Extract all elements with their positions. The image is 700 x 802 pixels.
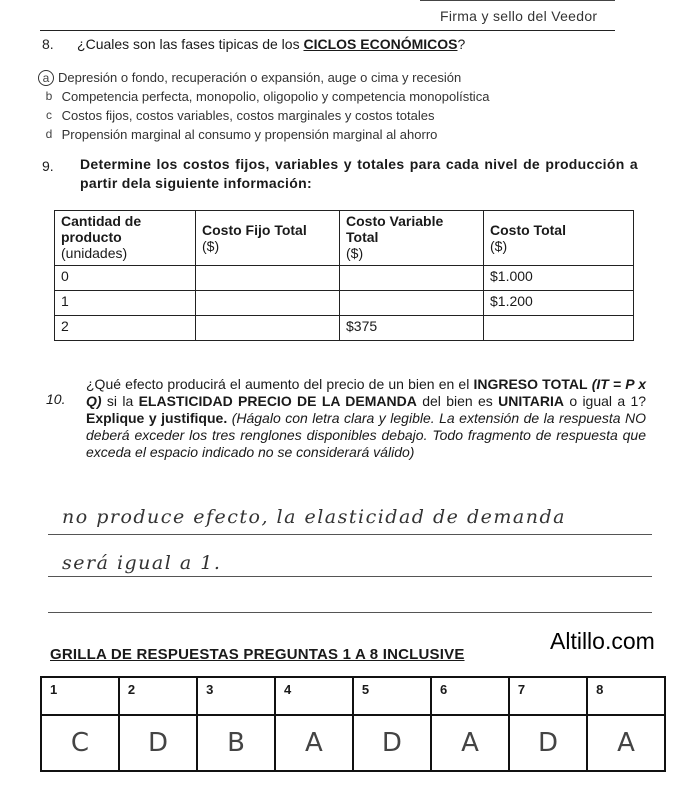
question-text-part: ¿Qué efecto producirá el aumento del precio de un bien en el	[86, 376, 470, 392]
question-number: 9.	[42, 158, 54, 174]
question-text-part: del bien es	[422, 393, 493, 409]
question-note: (Hágalo con letra clara y legible. La extensión de la respuesta NO deberá exceder los tres renglones disponibles debajo. Todo fragmento de respuesta que exceda el espacio indicado no se considerará válido)	[86, 410, 646, 460]
header-sub: ($)	[490, 238, 508, 254]
signature-line	[420, 0, 615, 1]
option-c[interactable]	[40, 106, 600, 125]
question-emphasis: ELASTICIDAD PRECIO DE LA DEMANDA	[138, 393, 417, 409]
cost-table	[54, 210, 634, 341]
table-cell[interactable]	[340, 266, 484, 291]
header-main: Cantidad de producto	[61, 213, 142, 245]
column-header	[196, 211, 340, 266]
option-text: Costos fijos, costos variables, costos marginales y costos totales	[61, 108, 435, 123]
table-cell[interactable]	[196, 291, 340, 316]
grid-number: 4	[275, 677, 353, 715]
option-b[interactable]	[40, 87, 600, 106]
grid-answer[interactable]: D	[509, 715, 587, 771]
table-cell[interactable]	[196, 266, 340, 291]
answer-line[interactable]	[48, 612, 652, 613]
watermark-logo: Altillo.com	[550, 628, 655, 654]
grid-answer-row	[41, 715, 665, 771]
handwritten-answer-line-1: no produce efecto, la elasticidad de demanda	[62, 506, 566, 528]
grid-answer[interactable]: A	[587, 715, 665, 771]
grid-number-row	[41, 677, 665, 715]
option-letter: c	[46, 108, 52, 122]
question-number: 8.	[42, 36, 54, 52]
grid-number: 3	[197, 677, 275, 715]
question-text-part: o igual a 1?	[569, 393, 647, 409]
grid-number: 7	[509, 677, 587, 715]
question-text	[86, 376, 646, 461]
answer-grid-title: GRILLA DE RESPUESTAS PREGUNTAS 1 A 8 INCLUSIVE	[50, 646, 465, 663]
question-text-part: si la	[106, 393, 134, 409]
table-cell[interactable]	[340, 291, 484, 316]
grid-answer[interactable]: B	[197, 715, 275, 771]
table-cell: 2	[55, 316, 196, 341]
table-cell: 0	[55, 266, 196, 291]
table-row	[55, 316, 634, 341]
question-emphasis: INGRESO TOTAL	[473, 376, 588, 392]
question-number: 10.	[46, 391, 66, 407]
answer-grid	[40, 676, 666, 772]
option-text: Competencia perfecta, monopolio, oligopolio y competencia monopolística	[61, 89, 490, 104]
handwritten-answer-line-2: será igual a 1.	[62, 552, 222, 574]
answer-line[interactable]	[48, 534, 652, 535]
table-cell: $1.200	[484, 291, 634, 316]
question-emphasis: CICLOS ECONÓMICOS	[303, 36, 458, 52]
question-formula: (IT = P x Q)	[86, 376, 646, 409]
table-cell: 1	[55, 291, 196, 316]
grid-number: 2	[119, 677, 197, 715]
grid-answer[interactable]: D	[119, 715, 197, 771]
question-text: ¿Cuales son las fases tipicas de los	[77, 36, 300, 52]
question-emphasis: UNITARIA	[498, 393, 564, 409]
question-text: Determine los costos fijos, variables y totales para cada nivel de producción a partir dela siguiente información:	[80, 156, 638, 191]
grid-answer[interactable]: C	[41, 715, 119, 771]
table-cell: $1.000	[484, 266, 634, 291]
header-sub: (unidades)	[61, 245, 128, 261]
option-letter: d	[45, 127, 53, 141]
question-suffix: ?	[457, 36, 466, 52]
option-d[interactable]	[40, 125, 600, 144]
table-row	[55, 266, 634, 291]
option-text: Depresión o fondo, recuperación o expansión, auge o cima y recesión	[58, 70, 462, 85]
table-cell[interactable]	[196, 316, 340, 341]
grid-number: 6	[431, 677, 509, 715]
option-a[interactable]	[40, 68, 600, 87]
header-main: Costo Total	[490, 222, 566, 238]
question-8	[42, 36, 602, 52]
header-sub: ($)	[202, 238, 220, 254]
option-text: Propensión marginal al consumo y propensión marginal al ahorro	[61, 127, 438, 142]
header-rule	[40, 30, 615, 31]
table-header-row	[55, 211, 634, 266]
option-letter-circled: a	[38, 70, 54, 86]
table-cell[interactable]	[484, 316, 634, 341]
table-cell: $375	[340, 316, 484, 341]
table-row	[55, 291, 634, 316]
question-instruction: Explique y justifique.	[86, 410, 228, 426]
header-main: Costo Variable Total	[346, 213, 444, 245]
grid-answer[interactable]: A	[431, 715, 509, 771]
answer-line[interactable]	[48, 576, 652, 577]
grid-answer[interactable]: D	[353, 715, 431, 771]
q8-options	[40, 68, 600, 144]
option-letter: b	[45, 89, 53, 103]
header-sub: ($)	[346, 245, 364, 261]
column-header	[484, 211, 634, 266]
grid-answer[interactable]: A	[275, 715, 353, 771]
grid-number: 8	[587, 677, 665, 715]
column-header	[55, 211, 196, 266]
grid-number: 1	[41, 677, 119, 715]
header-main: Costo Fijo Total	[202, 222, 307, 238]
grid-number: 5	[353, 677, 431, 715]
column-header	[340, 211, 484, 266]
signature-label: Firma y sello del Veedor	[440, 8, 598, 24]
